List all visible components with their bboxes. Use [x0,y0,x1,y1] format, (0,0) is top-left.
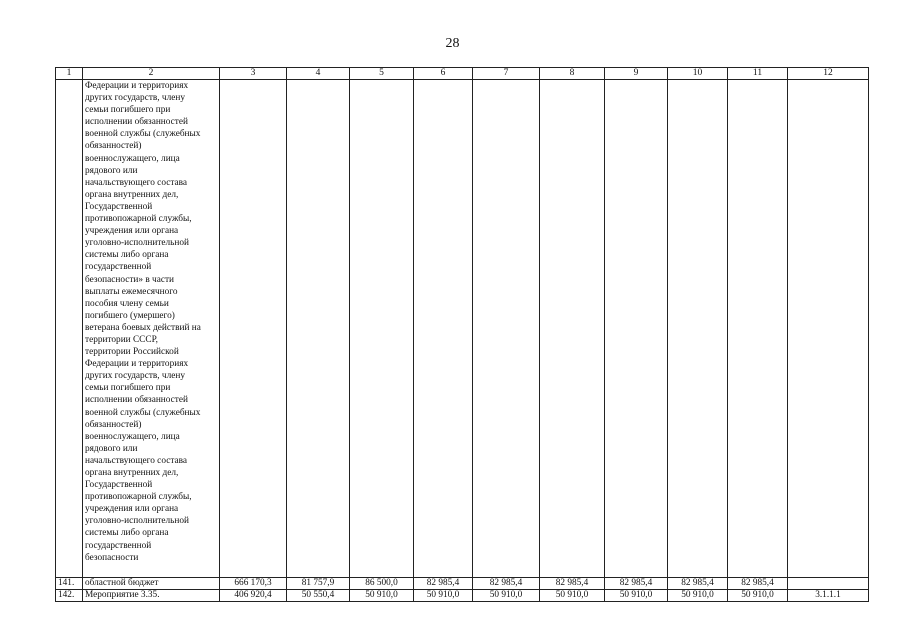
value-cell: 50 550,4 [287,590,350,602]
column-header: 10 [668,68,728,80]
continuation-row [56,80,869,578]
row-number: 141. [56,578,83,590]
header-row [56,68,869,80]
column-header: 3 [220,68,287,80]
value-cell: 3.1.1.1 [788,590,869,602]
column-header: 9 [605,68,668,80]
column-header: 2 [83,68,220,80]
empty-cell [414,80,473,578]
value-cell: 82 985,4 [540,578,605,590]
value-cell: 81 757,9 [287,578,350,590]
empty-cell [473,80,540,578]
description-cell: Федерации и территориях других государств, члену семьи погибшего при исполнении обязанностей военной службы (служебных обязанностей) военнослужащего, лица рядового или начальствующего состава органа внутренних дел, Государственной противопожарной службы, учреждения или органа уголовно-исполнительной системы либо органа государственной безопасности» в части выплаты ежемесячного пособия члену семьи погибшего (умершего) ветерана боевых действий на территории СССР, территории Российской Федерации и территориях других государств, члену семьи погибшего при исполнении обязанностей военной службы (служебных обязанностей) военнослужащего, лица рядового или начальствующего состава органа внутренних дел, Государственной противопожарной службы, учреждения или органа уголовно-исполнительной системы либо органа государственной безопасности [83,80,220,578]
table-row [56,578,869,590]
column-header: 6 [414,68,473,80]
value-cell: 50 910,0 [414,590,473,602]
value-cell: 50 910,0 [728,590,788,602]
value-cell: 82 985,4 [605,578,668,590]
value-cell: 50 910,0 [668,590,728,602]
column-header: 11 [728,68,788,80]
value-cell: 50 910,0 [605,590,668,602]
empty-cell [350,80,414,578]
value-cell: 82 985,4 [728,578,788,590]
empty-cell [605,80,668,578]
column-header: 4 [287,68,350,80]
value-cell: 50 910,0 [540,590,605,602]
value-cell: 666 170,3 [220,578,287,590]
value-cell: 82 985,4 [668,578,728,590]
value-cell: 50 910,0 [473,590,540,602]
empty-cell [540,80,605,578]
empty-cell [56,80,83,578]
empty-cell [788,80,869,578]
row-label: областной бюджет [83,578,220,590]
empty-cell [668,80,728,578]
table-row [56,590,869,602]
column-header: 5 [350,68,414,80]
value-cell: 82 985,4 [473,578,540,590]
column-header: 12 [788,68,869,80]
column-header: 8 [540,68,605,80]
value-cell [788,578,869,590]
budget-table [55,67,869,602]
row-number: 142. [56,590,83,602]
page-number: 28 [445,36,460,51]
value-cell: 406 920,4 [220,590,287,602]
value-cell: 82 985,4 [414,578,473,590]
column-header: 7 [473,68,540,80]
column-header: 1 [56,68,83,80]
row-label: Мероприятие 3.35. [83,590,220,602]
value-cell: 50 910,0 [350,590,414,602]
empty-cell [220,80,287,578]
empty-cell [728,80,788,578]
empty-cell [287,80,350,578]
value-cell: 86 500,0 [350,578,414,590]
